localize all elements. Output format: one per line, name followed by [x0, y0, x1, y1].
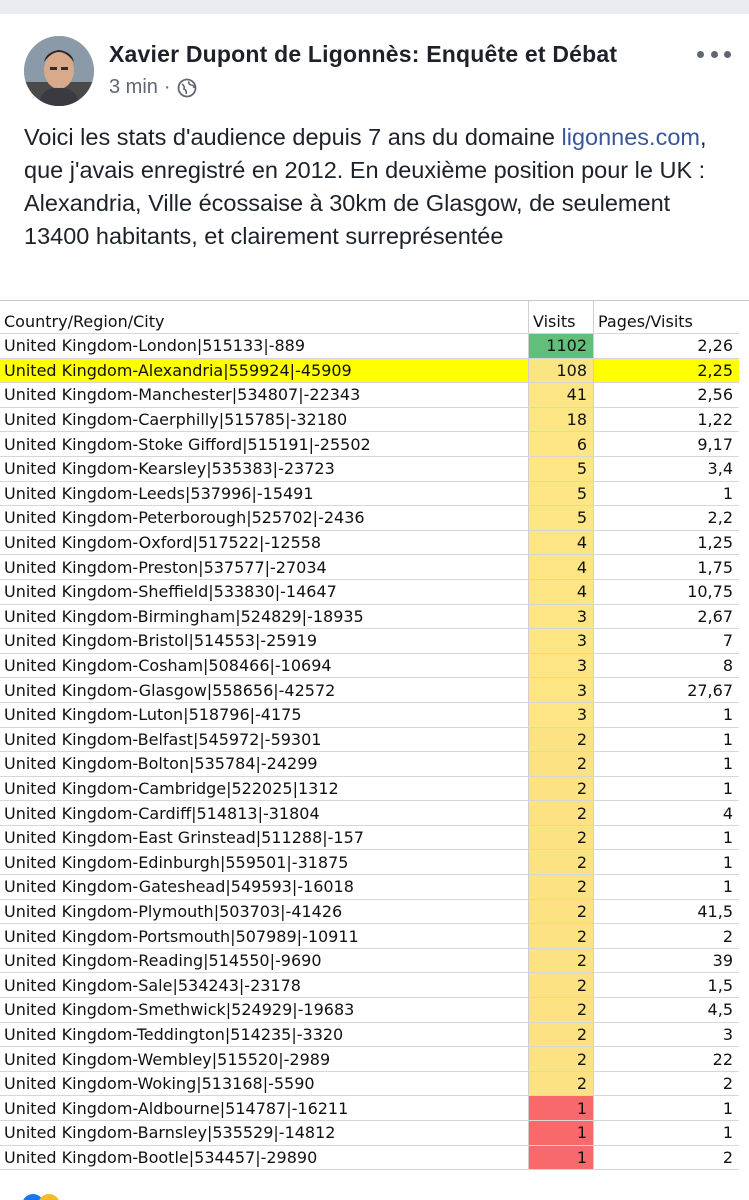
- city-cell: United Kingdom-Belfast|545972|-59301: [0, 727, 529, 752]
- visits-cell: 1: [529, 1145, 594, 1170]
- table-row: [0, 899, 739, 924]
- visits-cell: 1102: [529, 334, 594, 359]
- visits-cell: 18: [529, 407, 594, 432]
- table-row: [0, 530, 739, 555]
- table-row: [0, 1145, 739, 1170]
- table-row: [0, 506, 739, 531]
- city-cell: United Kingdom-Caerphilly|515785|-32180: [0, 407, 529, 432]
- header-pages: Pages/Visits: [594, 301, 740, 334]
- visits-cell: 2: [529, 924, 594, 949]
- city-cell: United Kingdom-Luton|518796|-4175: [0, 702, 529, 727]
- city-cell: United Kingdom-Bolton|535784|-24299: [0, 752, 529, 777]
- pages-per-visit-cell: 3,4: [594, 456, 740, 481]
- city-cell: United Kingdom-Cosham|508466|-10694: [0, 653, 529, 678]
- stats-table: [0, 301, 739, 1170]
- city-cell: United Kingdom-Alexandria|559924|-45909: [0, 358, 529, 383]
- visits-cell: 2: [529, 727, 594, 752]
- author-name[interactable]: Xavier Dupont de Ligonnès: Enquête et Débat: [109, 41, 618, 67]
- city-cell: United Kingdom-Woking|513168|-5590: [0, 1071, 529, 1096]
- city-cell: United Kingdom-Manchester|534807|-22343: [0, 383, 529, 408]
- spreadsheet-image[interactable]: [0, 300, 749, 1179]
- visits-cell: 41: [529, 383, 594, 408]
- pages-per-visit-cell: 2: [594, 1071, 740, 1096]
- pages-per-visit-cell: 2,2: [594, 506, 740, 531]
- city-cell: United Kingdom-Gateshead|549593|-16018: [0, 875, 529, 900]
- city-cell: United Kingdom-Barnsley|535529|-14812: [0, 1121, 529, 1146]
- city-cell: United Kingdom-Cardiff|514813|-31804: [0, 801, 529, 826]
- table-row: [0, 383, 739, 408]
- more-options-icon[interactable]: [697, 44, 731, 64]
- pages-per-visit-cell: 9,17: [594, 432, 740, 457]
- city-cell: United Kingdom-London|515133|-889: [0, 334, 529, 359]
- visits-cell: 1: [529, 1121, 594, 1146]
- header-visits: Visits: [529, 301, 594, 334]
- header-country: Country/Region/City: [0, 301, 529, 334]
- table-row: [0, 752, 739, 777]
- author-avatar[interactable]: [24, 36, 94, 106]
- city-cell: United Kingdom-Sheffield|533830|-14647: [0, 579, 529, 604]
- pages-per-visit-cell: 41,5: [594, 899, 740, 924]
- table-row: [0, 653, 739, 678]
- visits-cell: 2: [529, 1071, 594, 1096]
- visits-cell: 5: [529, 506, 594, 531]
- city-cell: United Kingdom-Teddington|514235|-3320: [0, 1022, 529, 1047]
- pages-per-visit-cell: 39: [594, 948, 740, 973]
- visits-cell: 2: [529, 899, 594, 924]
- visits-cell: 2: [529, 875, 594, 900]
- city-cell: United Kingdom-Preston|537577|-27034: [0, 555, 529, 580]
- table-row: [0, 1096, 739, 1121]
- pages-per-visit-cell: 1: [594, 875, 740, 900]
- city-cell: United Kingdom-Oxford|517522|-12558: [0, 530, 529, 555]
- pages-per-visit-cell: 1: [594, 1121, 740, 1146]
- pages-per-visit-cell: 22: [594, 1047, 740, 1072]
- pages-per-visit-cell: 1,25: [594, 530, 740, 555]
- pages-per-visit-cell: 1: [594, 776, 740, 801]
- pages-per-visit-cell: 8: [594, 653, 740, 678]
- city-cell: United Kingdom-Leeds|537996|-15491: [0, 481, 529, 506]
- city-cell: United Kingdom-Cambridge|522025|1312: [0, 776, 529, 801]
- pages-per-visit-cell: 2,26: [594, 334, 740, 359]
- pages-per-visit-cell: 2,25: [594, 358, 740, 383]
- visits-cell: 4: [529, 530, 594, 555]
- pages-per-visit-cell: 7: [594, 629, 740, 654]
- city-cell: United Kingdom-Portsmouth|507989|-10911: [0, 924, 529, 949]
- city-cell: United Kingdom-East Grinstead|511288|-157: [0, 825, 529, 850]
- visits-cell: 3: [529, 702, 594, 727]
- visits-cell: 3: [529, 604, 594, 629]
- visits-cell: 4: [529, 555, 594, 580]
- city-cell: United Kingdom-Sale|534243|-23178: [0, 973, 529, 998]
- city-cell: United Kingdom-Kearsley|535383|-23723: [0, 456, 529, 481]
- table-row: [0, 334, 739, 359]
- table-row: [0, 555, 739, 580]
- pages-per-visit-cell: 1: [594, 1096, 740, 1121]
- pages-per-visit-cell: 3: [594, 1022, 740, 1047]
- city-cell: United Kingdom-Plymouth|503703|-41426: [0, 899, 529, 924]
- visits-cell: 2: [529, 1022, 594, 1047]
- meta-separator: ·: [163, 76, 171, 98]
- visits-cell: 2: [529, 850, 594, 875]
- table-row: [0, 825, 739, 850]
- pages-per-visit-cell: 4: [594, 801, 740, 826]
- pages-per-visit-cell: 2: [594, 924, 740, 949]
- visits-cell: 3: [529, 653, 594, 678]
- table-row: [0, 456, 739, 481]
- visits-cell: 2: [529, 973, 594, 998]
- city-cell: United Kingdom-Bootle|534457|-29890: [0, 1145, 529, 1170]
- table-row: [0, 604, 739, 629]
- city-cell: United Kingdom-Bristol|514553|-25919: [0, 629, 529, 654]
- pages-per-visit-cell: 2: [594, 1145, 740, 1170]
- table-row: [0, 1071, 739, 1096]
- visits-cell: 2: [529, 1047, 594, 1072]
- pages-per-visit-cell: 1: [594, 727, 740, 752]
- pages-per-visit-cell: 1,22: [594, 407, 740, 432]
- visits-cell: 6: [529, 432, 594, 457]
- table-row: [0, 629, 739, 654]
- city-cell: United Kingdom-Reading|514550|-9690: [0, 948, 529, 973]
- visits-cell: 2: [529, 776, 594, 801]
- pages-per-visit-cell: 27,67: [594, 678, 740, 703]
- pages-per-visit-cell: 1: [594, 481, 740, 506]
- post-text-after-link: , que j'avais enregistré en 2012. En deuxième position pour le UK : Alexandria, Ville écossaise à 30km de Glasgow, de seulement 13400 habitants, et clairement surreprésentée: [24, 124, 707, 249]
- city-cell: United Kingdom-Stoke Gifford|515191|-25502: [0, 432, 529, 457]
- visits-cell: 2: [529, 752, 594, 777]
- pages-per-visit-cell: 10,75: [594, 579, 740, 604]
- reaction-icons[interactable]: [22, 1194, 82, 1200]
- visits-cell: 2: [529, 948, 594, 973]
- table-row: [0, 481, 739, 506]
- domain-link[interactable]: ligonnes.com: [561, 124, 700, 150]
- city-cell: United Kingdom-Peterborough|525702|-2436: [0, 506, 529, 531]
- table-row: [0, 850, 739, 875]
- table-row: [0, 1022, 739, 1047]
- table-row: [0, 973, 739, 998]
- pages-per-visit-cell: 1: [594, 702, 740, 727]
- visits-cell: 5: [529, 456, 594, 481]
- post-meta: [109, 76, 197, 99]
- pages-per-visit-cell: 1: [594, 752, 740, 777]
- visits-cell: 3: [529, 629, 594, 654]
- visits-cell: 108: [529, 358, 594, 383]
- pages-per-visit-cell: 2,67: [594, 604, 740, 629]
- city-cell: United Kingdom-Aldbourne|514787|-16211: [0, 1096, 529, 1121]
- pages-per-visit-cell: 1: [594, 850, 740, 875]
- city-cell: United Kingdom-Edinburgh|559501|-31875: [0, 850, 529, 875]
- table-row: [0, 579, 739, 604]
- table-row: [0, 432, 739, 457]
- table-row: [0, 948, 739, 973]
- table-row: [0, 801, 739, 826]
- pages-per-visit-cell: 1: [594, 825, 740, 850]
- city-cell: United Kingdom-Wembley|515520|-2989: [0, 1047, 529, 1072]
- pages-per-visit-cell: 1,75: [594, 555, 740, 580]
- city-cell: United Kingdom-Glasgow|558656|-42572: [0, 678, 529, 703]
- visits-cell: 2: [529, 998, 594, 1023]
- table-row: [0, 678, 739, 703]
- post-time[interactable]: 3 min: [109, 76, 158, 98]
- table-row: [0, 776, 739, 801]
- table-row: [0, 1047, 739, 1072]
- table-row: [0, 924, 739, 949]
- table-header-row: [0, 301, 739, 334]
- pages-per-visit-cell: 2,56: [594, 383, 740, 408]
- table-row: [0, 358, 739, 383]
- visits-cell: 4: [529, 579, 594, 604]
- post-card: [0, 14, 749, 1200]
- globe-icon: [177, 78, 197, 98]
- post-text-before-link: Voici les stats d'audience depuis 7 ans du domaine: [24, 124, 562, 150]
- visits-cell: 2: [529, 825, 594, 850]
- table-row: [0, 875, 739, 900]
- post-text: [24, 121, 729, 253]
- visits-cell: 5: [529, 481, 594, 506]
- visits-cell: 1: [529, 1096, 594, 1121]
- table-row: [0, 702, 739, 727]
- pages-per-visit-cell: 1,5: [594, 973, 740, 998]
- table-row: [0, 998, 739, 1023]
- haha-icon: [38, 1194, 60, 1200]
- pages-per-visit-cell: 4,5: [594, 998, 740, 1023]
- city-cell: United Kingdom-Smethwick|524929|-19683: [0, 998, 529, 1023]
- table-row: [0, 727, 739, 752]
- table-row: [0, 407, 739, 432]
- city-cell: United Kingdom-Birmingham|524829|-18935: [0, 604, 529, 629]
- table-row: [0, 1121, 739, 1146]
- visits-cell: 3: [529, 678, 594, 703]
- visits-cell: 2: [529, 801, 594, 826]
